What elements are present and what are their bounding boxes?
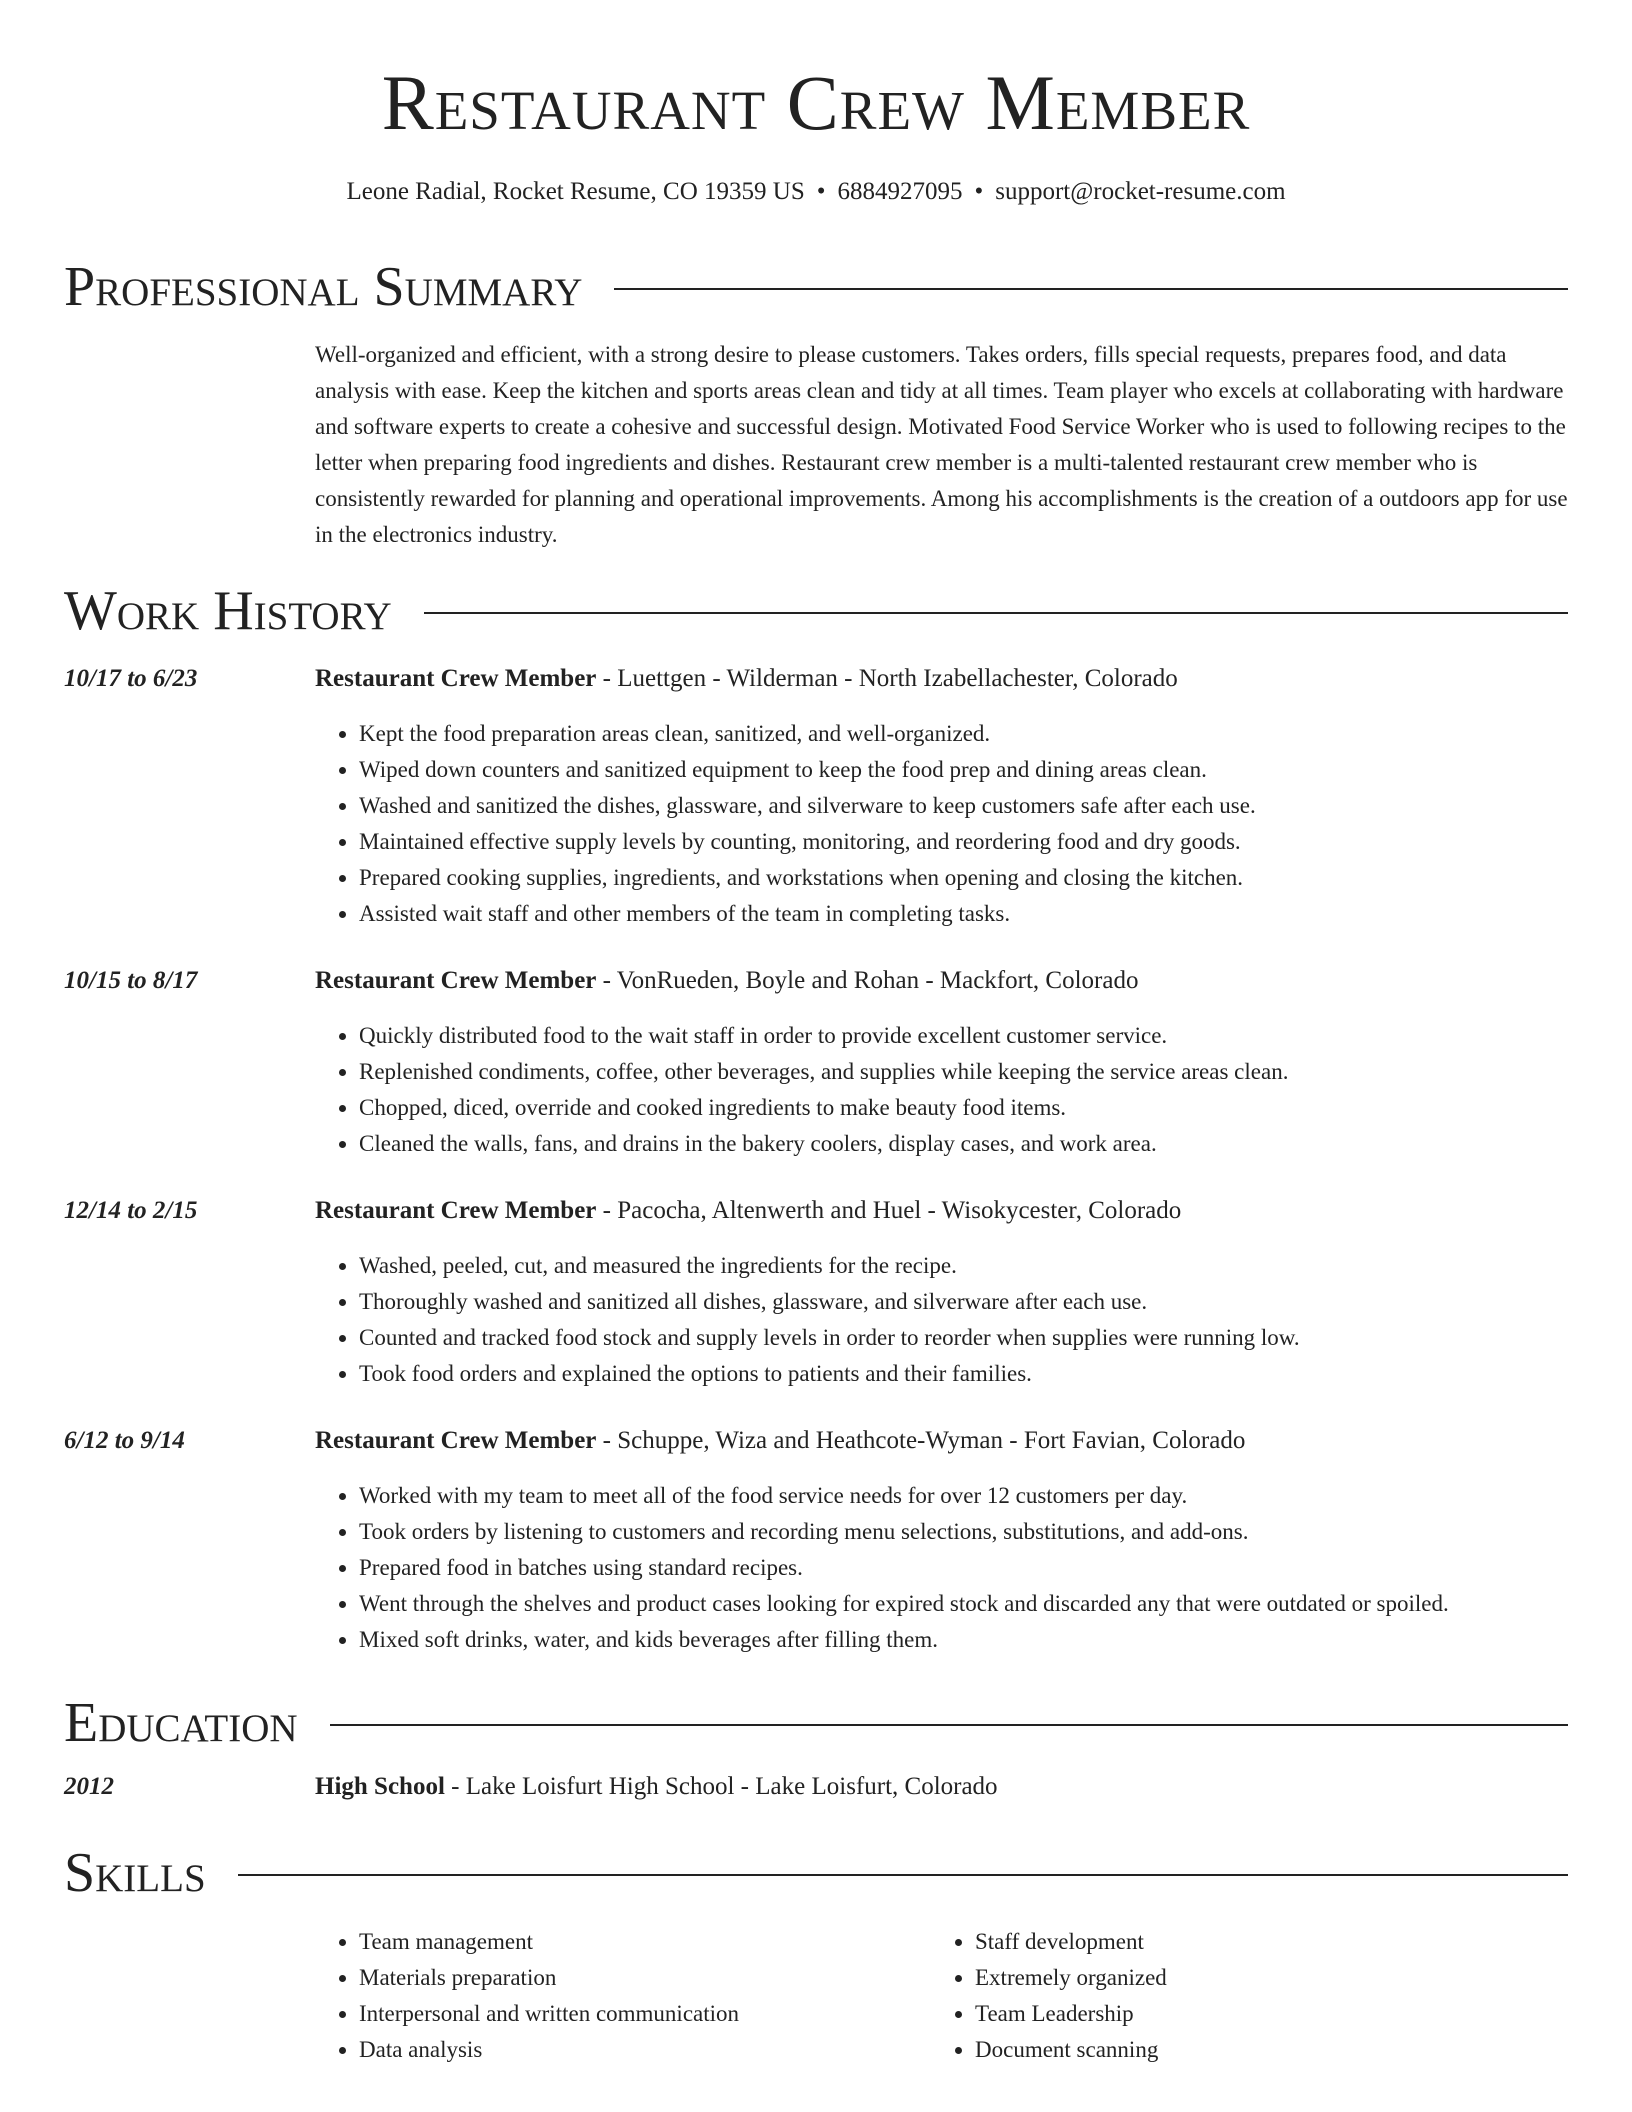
job-dates: 6/12 to 9/14 [64, 1427, 185, 1454]
job-bullet: • Washed, peeled, cut, and measured the ingredients for the recipe. [359, 1248, 1568, 1284]
job-header [315, 964, 1138, 998]
education-year: 2012 [64, 1773, 114, 1800]
job-employer: - Schuppe, Wiza and Heathcote-Wyman - Fort Favian, Colorado [596, 1427, 1246, 1454]
section-title-education: Education [64, 1692, 298, 1754]
job-bullet: • Worked with my team to meet all of the food service needs for over 12 customers per day. [359, 1478, 1568, 1514]
skills-column [315, 1924, 879, 2068]
skill-item: • Team Leadership [975, 1996, 1495, 2032]
section-heading-work-history [64, 578, 1568, 644]
section-heading-education [64, 1690, 1568, 1756]
job-bullets [315, 1018, 1568, 1162]
job-header [315, 662, 1178, 696]
education-header [315, 1770, 998, 1804]
job-bullet: • Prepared food in batches using standard recipes. [359, 1550, 1568, 1586]
job-bullet: • Counted and tracked food stock and supply levels in order to reorder when supplies were running low. [359, 1320, 1568, 1356]
contact-address: Leone Radial, Rocket Resume, CO 19359 US [346, 178, 805, 205]
job-dates: 12/14 to 2/15 [64, 1197, 198, 1224]
section-title-skills: Skills [64, 1842, 206, 1904]
job-role: Restaurant Crew Member [315, 967, 597, 994]
section-title-work-history: Work History [64, 580, 392, 642]
skills-column [931, 1924, 1495, 2068]
resume-title: Restaurant Crew Member [381, 59, 1251, 146]
job-bullet: • Washed and sanitized the dishes, glassware, and silverware to keep customers safe after each use. [359, 788, 1568, 824]
job-employer: - VonRueden, Boyle and Rohan - Mackfort, Colorado [596, 967, 1139, 994]
skill-item: • Materials preparation [359, 1960, 879, 1996]
job-bullet: • Replenished condiments, coffee, other beverages, and supplies while keeping the service areas clean. [359, 1054, 1568, 1090]
skill-item: • Interpersonal and written communication [359, 1996, 879, 2032]
skill-item: • Staff development [975, 1924, 1495, 1960]
job-header [315, 1424, 1245, 1458]
job-bullet: • Maintained effective supply levels by counting, monitoring, and reordering food and dry goods. [359, 824, 1568, 860]
job-bullet: • Wiped down counters and sanitized equipment to keep the food prep and dining areas clean. [359, 752, 1568, 788]
job-role: Restaurant Crew Member [315, 1197, 597, 1224]
job-bullet: • Assisted wait staff and other members of the team in completing tasks. [359, 896, 1568, 932]
job-bullet: • Thoroughly washed and sanitized all dishes, glassware, and silverware after each use. [359, 1284, 1568, 1320]
job-role: Restaurant Crew Member [315, 1427, 597, 1454]
job-bullets [315, 1478, 1568, 1658]
job-bullet: • Cleaned the walls, fans, and drains in the bakery coolers, display cases, and work area. [359, 1126, 1568, 1162]
job-bullet: • Prepared cooking supplies, ingredients, and workstations when opening and closing the kitchen. [359, 860, 1568, 896]
job-header [315, 1194, 1181, 1228]
contact-line [64, 175, 1568, 209]
skill-item: • Document scanning [975, 2032, 1495, 2068]
contact-phone: 6884927095 [837, 178, 963, 205]
job-role: Restaurant Crew Member [315, 665, 597, 692]
job-bullets [315, 1248, 1568, 1392]
job-bullet: • Chopped, diced, override and cooked ingredients to make beauty food items. [359, 1090, 1568, 1126]
job-bullet: • Mixed soft drinks, water, and kids beverages after filling them. [359, 1622, 1568, 1658]
section-title-summary: Professional Summary [64, 256, 583, 318]
skill-item: • Extremely organized [975, 1960, 1495, 1996]
summary-text: Well-organized and efficient, with a strong desire to please customers. Takes orders, fills special requests, prepares food, and data analysis with ease. Keep the kitchen and sports areas clean and tidy at all times. Team player who excels at collaborating with hardware and software experts to create a cohesive and successful design. Motivated Food Service Worker who is used to following recipes to the letter when preparing food ingredients and dishes. Restaurant crew member is a multi-talented restaurant crew member who is consistently rewarded for planning and operational improvements. Among his accomplishments is the creation of a outdoors app for use in the electronics industry. [315, 342, 1568, 547]
education-degree: High School [315, 1773, 445, 1800]
contact-separator: • [974, 178, 984, 205]
job-bullet: • Took food orders and explained the options to patients and their families. [359, 1356, 1568, 1392]
contact-email: support@rocket-resume.com [995, 178, 1286, 205]
skill-item: • Data analysis [359, 2032, 879, 2068]
education-school: - Lake Loisfurt High School - Lake Loisfurt, Colorado [444, 1773, 998, 1800]
job-bullets [315, 716, 1568, 932]
job-bullet: • Went through the shelves and product cases looking for expired stock and discarded any that were outdated or spoiled. [359, 1586, 1568, 1622]
skill-item: • Team management [359, 1924, 879, 1960]
section-heading-summary [64, 254, 1568, 320]
section-divider [330, 1724, 1568, 1726]
job-bullet: • Quickly distributed food to the wait staff in order to provide excellent customer service. [359, 1018, 1568, 1054]
job-dates: 10/15 to 8/17 [64, 967, 198, 994]
section-divider [424, 612, 1568, 614]
section-divider [238, 1874, 1568, 1876]
job-dates: 10/17 to 6/23 [64, 665, 198, 692]
section-heading-skills [64, 1840, 1568, 1906]
contact-separator: • [816, 178, 826, 205]
section-divider [614, 288, 1568, 290]
job-bullet: • Took orders by listening to customers and recording menu selections, substitutions, and add-ons. [359, 1514, 1568, 1550]
job-employer: - Pacocha, Altenwerth and Huel - Wisokycester, Colorado [596, 1197, 1182, 1224]
job-bullet: • Kept the food preparation areas clean, sanitized, and well-organized. [359, 716, 1568, 752]
job-employer: - Luettgen - Wilderman - North Izabellachester, Colorado [596, 665, 1178, 692]
